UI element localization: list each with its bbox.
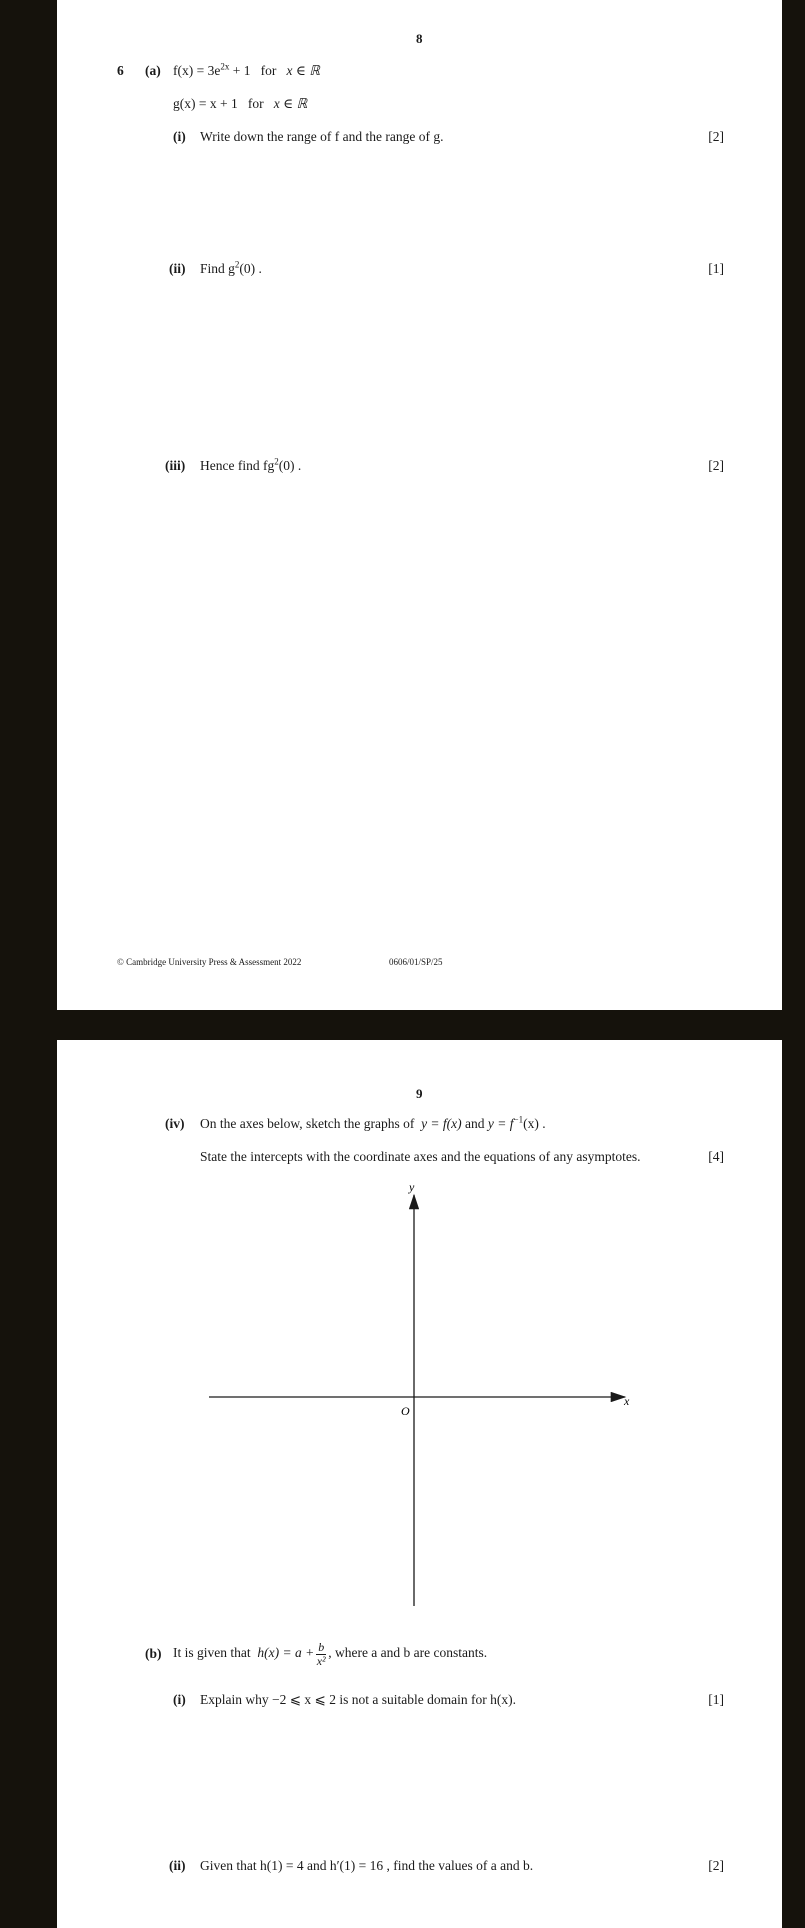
question-ii-label: (ii): [169, 261, 186, 276]
page-number: 8: [416, 31, 423, 46]
question-b-ii-label: (ii): [169, 1858, 186, 1873]
x-axis-label: x: [624, 1394, 630, 1408]
question-b-ii-marks: [2]: [708, 1858, 724, 1873]
b-over-x-squared-fraction: $\frac{b}{\text{x²}}$: [316, 1640, 326, 1668]
exam-page-8: [57, 0, 782, 1010]
question-iv-text: On the axes below, sketch the graphs of y = f(x) and $y = f^{-1}(x)$ .: [200, 1114, 546, 1131]
paper-code-footer: 0606/01/SP/25: [389, 957, 443, 967]
question-iv-label: (iv): [165, 1116, 185, 1131]
question-number: 6: [117, 63, 124, 78]
question-b-i-marks: [1]: [708, 1692, 724, 1707]
origin-label: O: [401, 1404, 410, 1418]
part-b-text: It is given that h(x) = a + $\frac{b}{\text{x²}}$ , where a and b are constants.: [173, 1640, 488, 1668]
question-i-text: Write down the range of f and the range of g.: [200, 129, 444, 144]
question-iii-label: (iii): [165, 458, 186, 473]
question-b-i-text: Explain why −2 ⩽ x ⩽ 2 is not a suitable domain for h(x).: [200, 1692, 516, 1707]
question-b-i-label: (i): [173, 1692, 186, 1707]
exam-page-9: [57, 1040, 782, 1928]
question-i-label: (i): [173, 129, 186, 144]
g-definition: g(x) = x + 1 for x ∈ ℝ: [173, 96, 308, 111]
question-iii-marks: [2]: [708, 458, 724, 473]
question-b-ii-text: Given that h(1) = 4 and h′(1) = 16 , find the values of a and b.: [200, 1858, 534, 1873]
copyright-footer: © Cambridge University Press & Assessment 2022: [117, 957, 302, 967]
part-a-label: (a): [145, 63, 161, 78]
page-number: 9: [416, 1086, 423, 1101]
question-iii-text: Hence find $fg^2(0)$ .: [200, 456, 302, 473]
question-ii-marks: [1]: [708, 261, 724, 276]
question-i-marks: [2]: [708, 129, 724, 144]
y-axis-label: y: [409, 1180, 415, 1194]
sketch-axes: [57, 1040, 782, 1928]
question-iv-instruction: State the intercepts with the coordinate axes and the equations of any asymptotes.: [200, 1149, 641, 1164]
question-iv-marks: [4]: [708, 1149, 724, 1164]
question-ii-text: Find $g^2(0)$ .: [200, 259, 262, 276]
f-definition: $f(x) = 3e^{2x} + 1$ for x ∈ ℝ: [173, 61, 320, 78]
part-b-label: (b): [145, 1646, 162, 1661]
